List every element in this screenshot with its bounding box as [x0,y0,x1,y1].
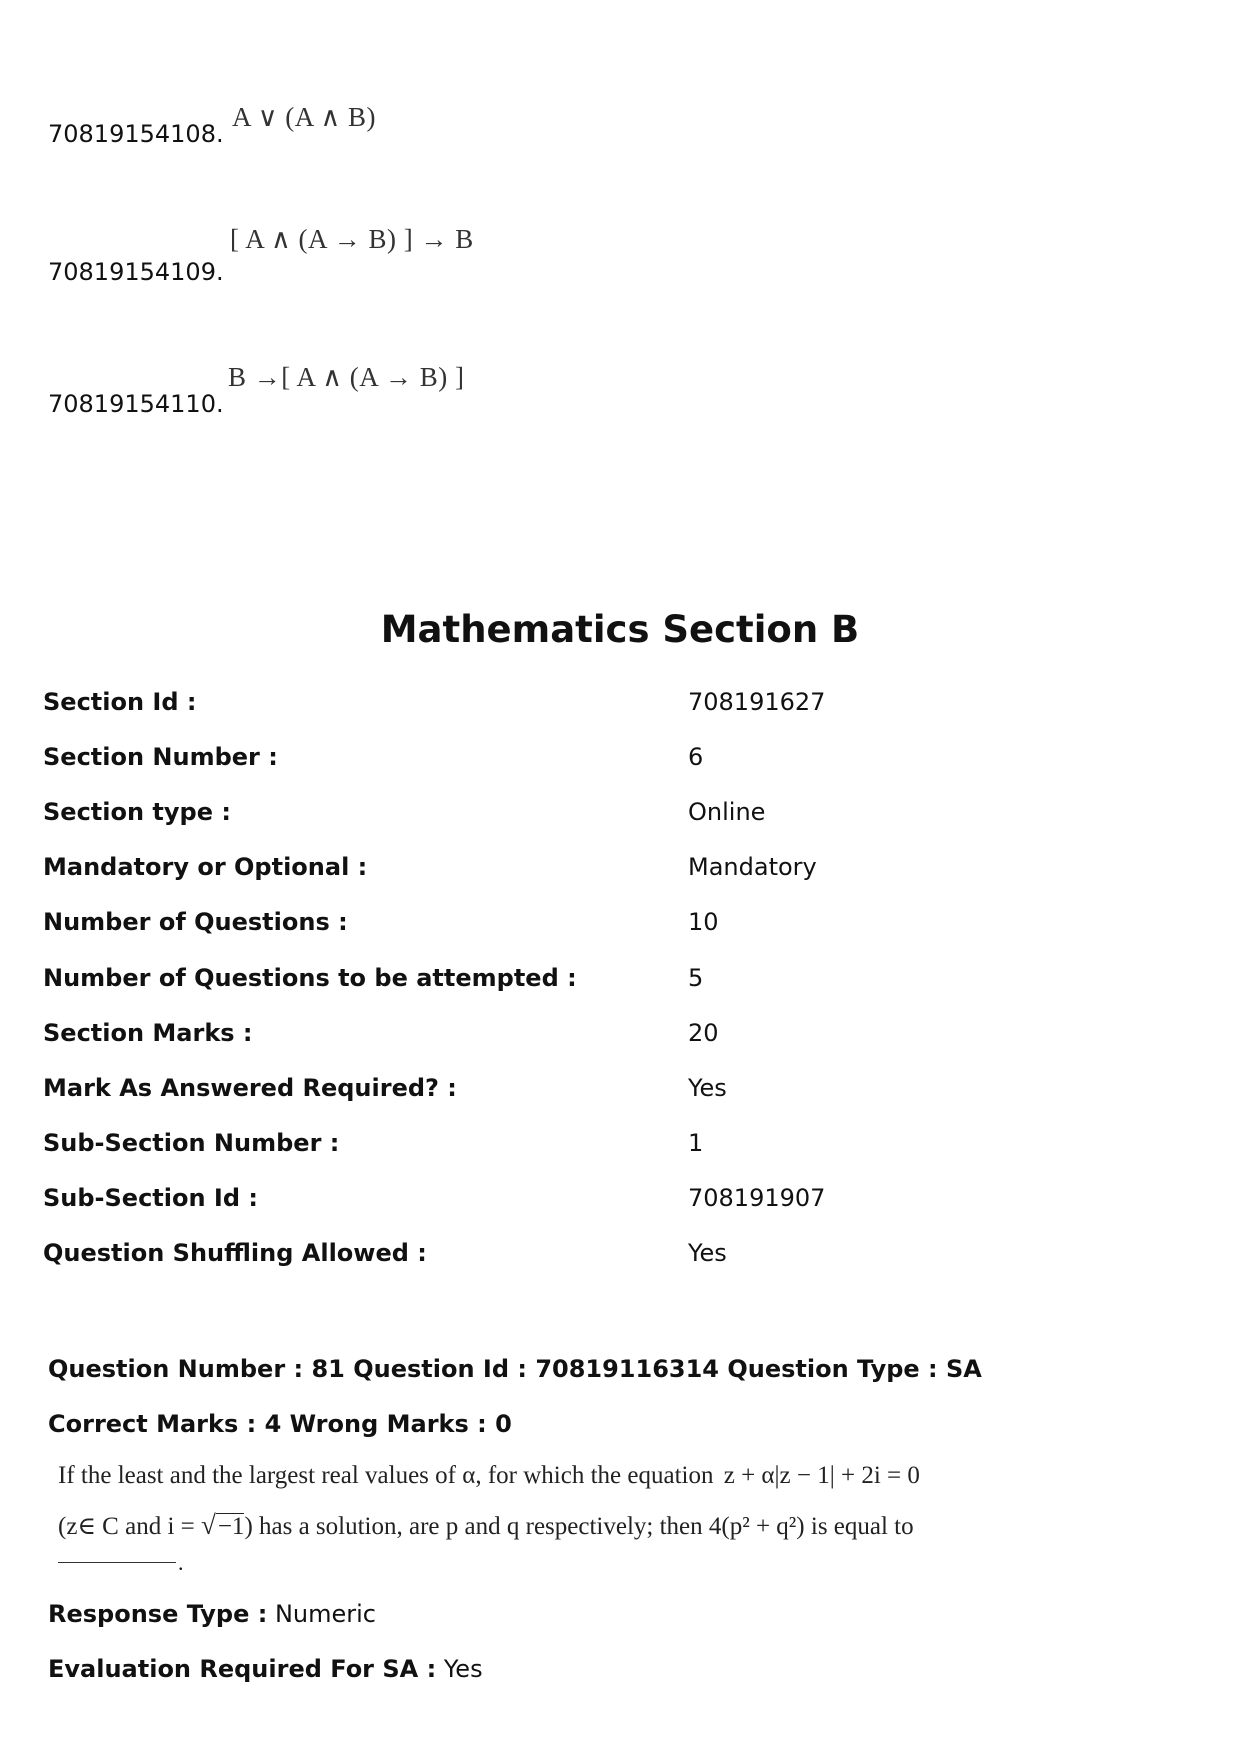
info-label: Number of Questions to be attempted : [43,964,577,992]
response-type-value: Numeric [274,1600,376,1628]
info-label: Number of Questions : [43,908,348,936]
info-label: Section Number : [43,743,278,771]
info-value: 10 [688,908,719,936]
info-value: 6 [688,743,704,771]
info-value: Yes [688,1074,727,1102]
info-label: Question Shuffling Allowed : [43,1239,427,1267]
info-label: Section type : [43,798,231,826]
info-value: 20 [688,1019,719,1047]
option-id: 70819154110. [48,390,224,418]
sqrt-radicand: −1 [217,1513,245,1540]
info-label: Mandatory or Optional : [43,853,368,881]
info-label: Section Marks : [43,1019,253,1047]
question-text: If the least and the largest real values of α, for which the equation [58,1462,720,1489]
question-text-suffix: ) has a solution, are p and q respectively; then 4(p² + q²) is equal to [244,1513,914,1540]
info-label: Mark As Answered Required? : [43,1074,457,1102]
question-text-line-2 [58,1510,914,1541]
info-value: Mandatory [688,853,817,881]
info-value: 5 [688,964,704,992]
info-value: 708191907 [688,1184,826,1212]
question-marks: Correct Marks : 4 Wrong Marks : 0 [48,1410,512,1438]
answer-blank [58,1562,176,1563]
question-text-line-1 [58,1462,920,1490]
info-value: Yes [688,1239,727,1267]
evaluation-label: Evaluation Required For SA : [48,1655,437,1683]
question-header: Question Number : 81 Question Id : 70819116314 Question Type : SA [48,1355,982,1383]
info-value: 1 [688,1129,704,1157]
question-equation: z + α|z − 1| + 2i = 0 [723,1462,920,1489]
sqrt-icon: √ [201,1510,216,1540]
option-id: 70819154108. [48,120,224,148]
option-formula: B →[ A ∧ (A → B) ] [228,362,465,392]
section-title: Mathematics Section B [380,608,860,651]
question-text-prefix: (z∈ C and i = [58,1513,201,1540]
answer-blank-period: . [178,1550,184,1575]
evaluation-required [48,1655,483,1683]
info-label: Section Id : [43,688,197,716]
info-label: Sub-Section Number : [43,1129,340,1157]
option-formula: A ∨ (A ∧ B) [232,102,377,132]
info-label: Sub-Section Id : [43,1184,258,1212]
option-id: 70819154109. [48,258,224,286]
evaluation-value: Yes [443,1655,483,1683]
response-type-label: Response Type : [48,1600,268,1628]
info-value: Online [688,798,766,826]
response-type [48,1600,376,1628]
info-value: 708191627 [688,688,826,716]
option-formula: [ A ∧ (A → B) ] → B [230,224,474,254]
